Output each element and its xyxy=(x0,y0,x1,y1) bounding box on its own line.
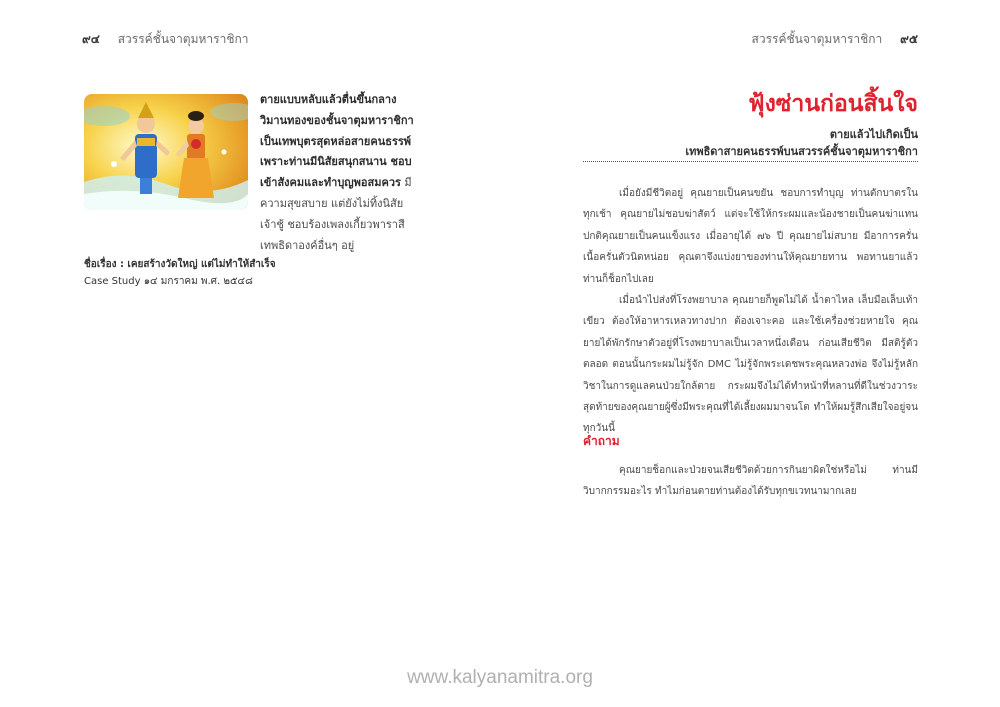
dotted-divider xyxy=(583,161,918,162)
afterlife-summary xyxy=(260,90,420,256)
chapter-subtitle-1: ตายแล้วไปเกิดเป็น xyxy=(829,128,918,141)
left-page-number: ๙๔ xyxy=(82,32,100,46)
chapter-subtitle-2: เทพธิดาสายคนธรรพ์บนสวรรค์ชั้นจาตุมหาราชิกา xyxy=(685,145,918,158)
story-paragraph-1: เมื่อยังมีชีวิตอยู่ คุณยายเป็นคนขยัน ชอบการทำบุญ ท่านตักบาตรในทุกเช้า คุณยายไม่ชอบฆ่าสัตว์ แต่จะใช้ให้กระผมและน้องชายเป็นคนฆ่าแทน ปกติคุณยายเป็นคนแข็งแรง เมื่ออายุได้ ๗๖ ปี คุณยายไม่สบาย มีอาการครั่นเนื้อครั่นตัวนิดหน่อย คุณตาจึงแบ่งยาของท่านให้คุณยายทาน พอทานยาแล้วท่านก็ช็อกไปเลย xyxy=(583,188,918,285)
celestial-couple-illustration xyxy=(84,94,248,210)
story-reference xyxy=(84,256,304,290)
right-running-title: สวรรค์ชั้นจาตุมหาราชิกา xyxy=(751,32,883,46)
question-text: คุณยายช็อกและป่วยจนเสียชีวิตด้วยการกินยาผิดใช่หรือไม่ ท่านมีวิบากกรรมอะไร ทำไมก่อนตายท่านต้องได้รับทุกขเวทนามากเลย xyxy=(583,465,918,498)
right-page-header xyxy=(752,30,918,49)
left-running-title: สวรรค์ชั้นจาตุมหาราชิกา xyxy=(117,32,249,46)
right-page-number: ๙๕ xyxy=(900,32,918,46)
story-title: ชื่อเรื่อง : เคยสร้างวัดใหญ่ แต่ไม่ทำให้สำเร็จ xyxy=(84,259,276,270)
question-heading: คำถาม xyxy=(583,434,620,448)
left-page-header xyxy=(82,30,248,49)
case-study-date: Case Study ๑๔ มกราคม พ.ศ. ๒๕๔๘ xyxy=(84,276,253,287)
afterlife-summary-rest: มีความสุขสบาย แต่ยังไม่ทิ้งนิสัยเจ้าชู้ ชอบร้องเพลงเกี้ยวพาราสี เทพธิดาองค์อื่นๆ อยู่ xyxy=(260,176,412,252)
story-paragraph-2: เมื่อนำไปส่งที่โรงพยาบาล คุณยายก็พูดไม่ได้ น้ำตาไหล เล็บมือเล็บเท้าเขียว ต้องให้อาหารเหลวทางปาก ต้องเจาะคอ และใช้เครื่องช่วยหายใจ คุณยายได้พักรักษาตัวอยู่ที่โรงพยาบาลเป็นเวลาหนึ่งเดือน ก่อนเสียชีวิต มีสติรู้ตัวตลอด ตอนนั้นกระผมไม่รู้จัก DMC ไม่รู้จักพระเดชพระคุณหลวงพ่อ จึงไม่รู้หลักวิชาในการดูแลคนป่วยใกล้ตาย กระผมจึงไม่ได้ทำหน้าที่หลานที่ดีในช่วงวาระสุดท้ายของคุณยายผู้ซึ่งมีพระคุณที่ได้เลี้ยงผมมาจนโต ทำให้ผมรู้สึกเสียใจอยู่จนทุกวันนี้ xyxy=(583,295,918,435)
chapter-title: ฟุ้งซ่านก่อนสิ้นใจ xyxy=(748,91,918,117)
footer-url: www.kalyanamitra.org xyxy=(407,667,593,688)
afterlife-summary-bold: ตายแบบหลับแล้วตื่นขึ้นกลางวิมานทองของชั้นจาตุมหาราชิกา เป็นเทพบุตรสุดหล่อสายคนธรรพ์ เพราะท่านมีนิสัยสนุกสนาน ชอบเข้าสังคมและทำบุญพอสมควร xyxy=(260,93,414,190)
